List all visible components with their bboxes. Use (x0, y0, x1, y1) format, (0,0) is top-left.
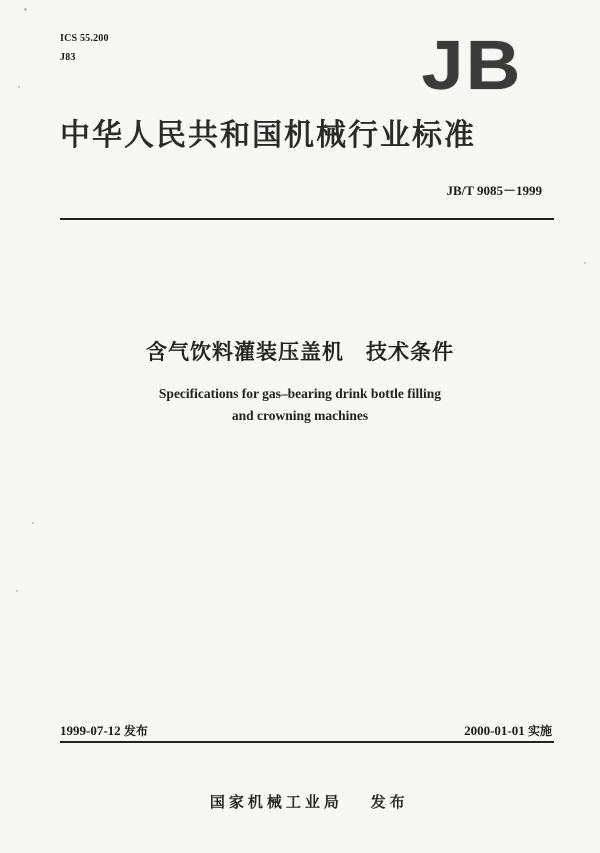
implement-date-block (464, 722, 552, 739)
title-chinese: 含气饮料灌装压盖机 技术条件 (146, 340, 454, 364)
bottom-divider (60, 741, 554, 743)
scan-speck (584, 262, 586, 264)
publisher-line (0, 773, 600, 812)
ics-code: ICS 55.200 (60, 33, 109, 44)
title-english-line1: Specifications for gas–bearing drink bottle filling (158, 386, 442, 401)
ccs-code: J83 (60, 52, 76, 63)
standard-number: JB/T 9085－1999 (446, 183, 542, 198)
scan-speck (24, 8, 27, 11)
scan-speck (16, 590, 18, 592)
publisher-name: 国家机械工业局 (209, 793, 343, 811)
issue-date-block (60, 722, 148, 739)
issue-date: 1999-07-12 (60, 723, 121, 738)
scan-speck (32, 522, 34, 524)
scan-speck (18, 86, 20, 88)
implement-date: 2000-01-01 (464, 723, 525, 738)
jb-logo: JB (421, 26, 522, 104)
standard-organization-title: 中华人民共和国机械行业标准 (60, 118, 476, 153)
publish-label: 发布 (370, 793, 409, 811)
implement-label: 实施 (527, 724, 552, 738)
title-english-line2: and crowning machines (231, 408, 369, 423)
issue-label: 发布 (123, 724, 148, 738)
top-divider (60, 218, 554, 220)
